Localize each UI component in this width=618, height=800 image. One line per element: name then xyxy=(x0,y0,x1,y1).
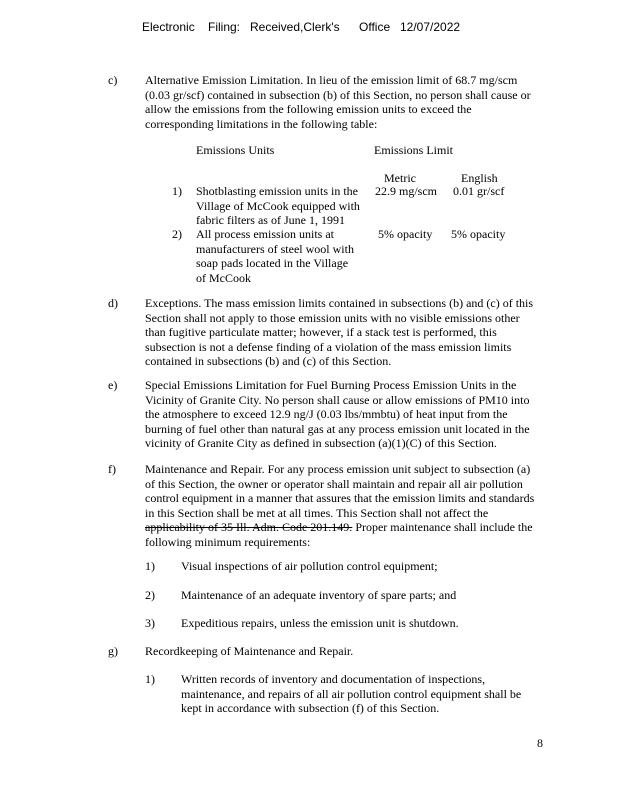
header-word: Electronic xyxy=(142,20,195,34)
header-word: Received,Clerk's xyxy=(250,20,340,34)
section-label: f) xyxy=(108,462,116,476)
header-word: Office xyxy=(359,20,391,34)
section-label: g) xyxy=(108,644,118,658)
page-number: 8 xyxy=(537,736,543,750)
row-unit: Shotblasting emission units in the Village of McCook equipped with fabric filters as of June 1, 1991 xyxy=(196,184,360,227)
row-number: 1) xyxy=(172,184,182,198)
row-number: 2) xyxy=(172,227,182,241)
row-metric: 5% opacity xyxy=(378,227,433,241)
section-text: Special Emissions Limitation for Fuel Burning Process Emission Units in the Vicinity of Granite City. No person shall cause or allow emissions of PM10 into the atmosphere to exceed 12.9 ng/J (0.03 lbs/mmbtu) of heat input from the burning of fuel other than natural gas at any process emission unit located in the vicinity of Granite City as defined in subsection (a)(1)(C) of this Section. xyxy=(145,378,530,450)
item-text: Written records of inventory and documentation of inspections, maintenance, and repairs of all air pollution control equipment shall be kept in accordance with subsection (f) of this Section. xyxy=(181,672,522,715)
header-date: 12/07/2022 xyxy=(400,20,461,34)
item-number: 1) xyxy=(145,672,155,686)
item-number: 2) xyxy=(145,588,155,602)
section-text: Exceptions. The mass emission limits contained in subsections (b) and (c) of this Section shall not apply to those emission units with no visible emissions other than fugitive particulate matter; however, if a stack test is performed, this subsection is not a defense finding of a violation of the mass emission limits contained in subsections (b) and (c) of this Section. xyxy=(145,296,534,368)
section-label: d) xyxy=(108,296,118,310)
section-text-main: Maintenance and Repair. For any process emission unit subject to subsection (a) of this Section, the owner or operator shall maintain and repair all air pollution control equipment in a manner that assures that the emission limits and standards in this Section shall be met at all times. This Section shall not affect the xyxy=(145,462,535,520)
section-label: e) xyxy=(108,378,118,392)
table-header-limit: Emissions Limit xyxy=(374,143,454,157)
item-text: Maintenance of an adequate inventory of spare parts; and xyxy=(181,588,457,602)
item-number: 3) xyxy=(145,616,155,630)
item-text: Expeditious repairs, unless the emission unit is shutdown. xyxy=(181,616,459,630)
row-unit: All process emission units at manufacturers of steel wool with soap pads located in the Village of McCook xyxy=(196,227,354,285)
section-text-tail: Proper maintenance shall include the following minimum requirements: xyxy=(145,520,533,549)
header-word: Filing: xyxy=(208,20,241,34)
section-text xyxy=(145,462,605,549)
section-text: Alternative Emission Limitation. In lieu of the emission limit of 68.7 mg/scm (0.03 gr/scf) contained in subsection (b) of this Section, no person shall cause or allow the emissions from the following emission units to exceed the corresponding limitations in the following table: xyxy=(145,73,531,131)
table-header-english: English xyxy=(461,171,498,185)
table-header-units: Emissions Units xyxy=(196,143,275,157)
row-metric: 22.9 mg/scm xyxy=(375,184,437,198)
row-english: 5% opacity xyxy=(451,227,506,241)
item-text: Visual inspections of air pollution control equipment; xyxy=(181,559,438,573)
struck-text: applicability of 35 Ill. Adm. Code 201.149. xyxy=(145,520,353,534)
section-text: Recordkeeping of Maintenance and Repair. xyxy=(145,644,354,658)
section-label: c) xyxy=(108,73,118,87)
table-header-metric: Metric xyxy=(384,171,416,185)
row-english: 0.01 gr/scf xyxy=(453,184,505,198)
item-number: 1) xyxy=(145,559,155,573)
